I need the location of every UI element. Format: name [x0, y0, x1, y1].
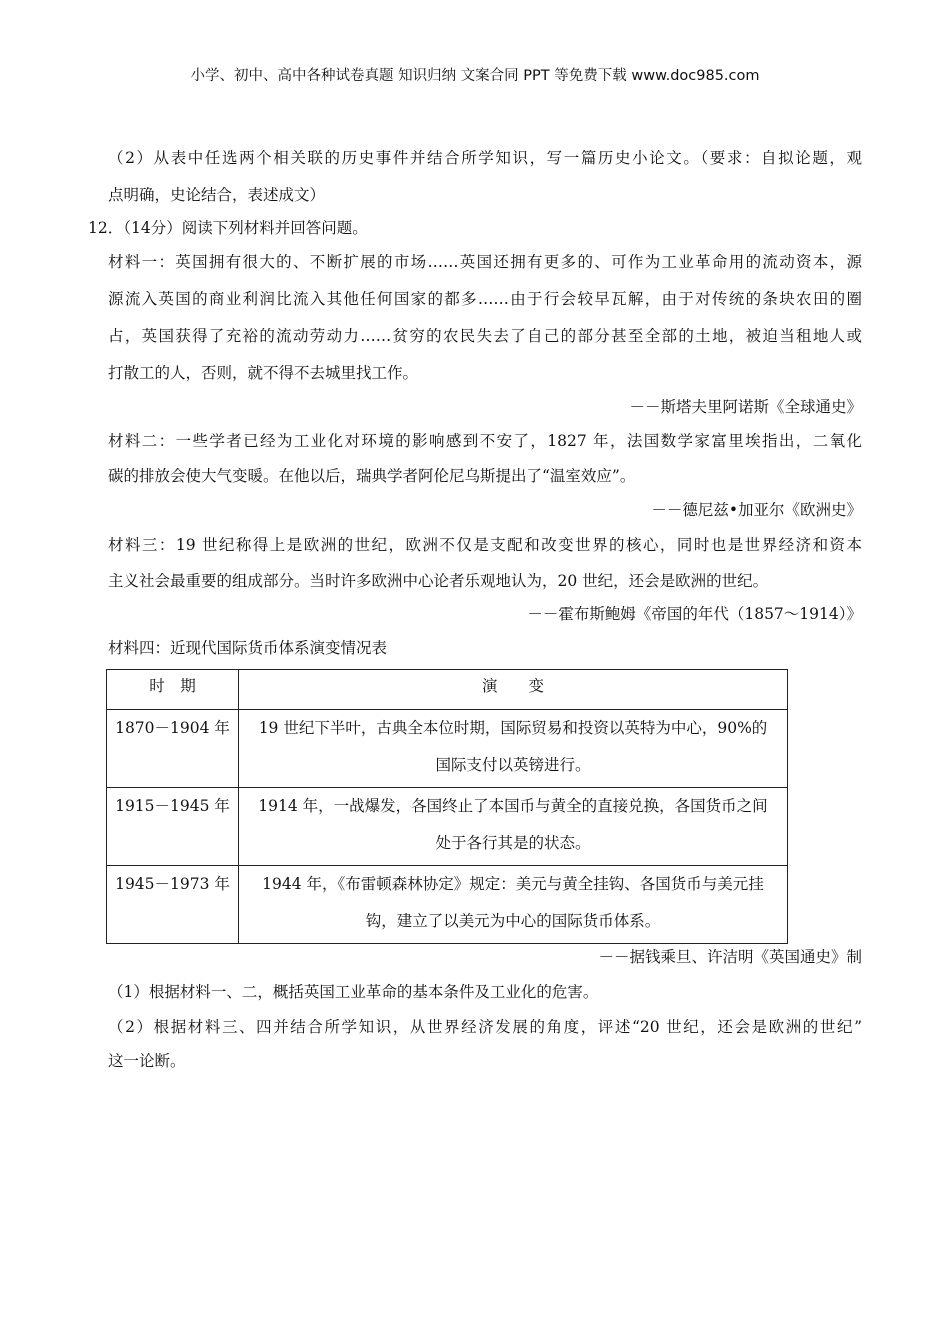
evolution-line: 1944 年，《布雷顿森林协定》规定：美元与黄全挂钩、各国货币与美元挂	[262, 875, 764, 893]
material2-line: 碳的排放会使大气变暖。在他以后，瑞典学者阿伦尼乌斯提出了“温室效应”。	[108, 467, 636, 485]
evolution-line: 国际支付以英镑进行。	[435, 756, 591, 774]
period-cell: 1945－1973 年	[107, 866, 239, 944]
evolution-line: 1914 年，一战爆发，各国终止了本国币与黄全的直接兑换，各国货币之间	[258, 797, 768, 815]
table-row	[107, 866, 788, 944]
material4-source: －－据钱乘旦、许洁明《英国通史》制	[598, 948, 862, 966]
material1-line: 打散工的人，否则，就不得不去城里找工作。	[108, 364, 419, 382]
material2-source: －－德尼兹•加亚尔《欧洲史》	[651, 501, 862, 519]
header-evolution: 演 变	[239, 670, 788, 710]
currency-system-table	[106, 669, 788, 944]
material1-line: 材料一：英国拥有很大的、不断扩展的市场……英国还拥有更多的、可作为工业革命用的流动资本，源	[108, 253, 862, 271]
material3-source: －－霍布斯鲍姆《帝国的年代（1857～1914）》	[527, 605, 862, 623]
material1-line: 占，英国获得了充裕的流动劳动力……贫穷的农民失去了自己的部分甚至全部的土地，被迫当租地人或	[108, 327, 862, 345]
material3-line: 主义社会最重要的组成部分。当时许多欧洲中心论者乐观地认为，20 世纪，还会是欧洲的世纪。	[108, 572, 769, 590]
evolution-line: 钩，建立了以美元为中心的国际货币体系。	[365, 912, 661, 930]
evolution-cell	[239, 866, 788, 944]
evolution-line: 处于各行其是的状态。	[435, 834, 591, 852]
table-header-row	[107, 670, 788, 710]
material1-source: －－斯塔夫里阿诺斯《全球通史》	[629, 398, 862, 416]
period-cell: 1870－1904 年	[107, 710, 239, 788]
prev-question-line: 点明确，史论结合，表述成文）	[108, 186, 326, 204]
table-row	[107, 710, 788, 788]
question-title: 12．（14分）阅读下列材料并回答问题。	[88, 219, 368, 237]
material1-line: 源流入英国的商业利润比流入其他任何国家的都多……由于行会较早瓦解，由于对传统的条块农田的圈	[108, 290, 862, 308]
material2-line: 材料二：一些学者已经为工业化对环境的影响感到不安了，1827 年，法国数学家富里埃指出，二氧化	[108, 432, 862, 450]
evolution-cell	[239, 710, 788, 788]
material4-title: 材料四：近现代国际货币体系演变情况表	[108, 639, 388, 657]
table-row	[107, 788, 788, 866]
header-period: 时 期	[107, 670, 239, 710]
material3-line: 材料三：19 世纪称得上是欧洲的世纪，欧洲不仅是支配和改变世界的核心，同时也是世界经济和资本	[108, 536, 862, 554]
page-header: 小学、初中、高中各种试卷真题 知识归纳 文案合同 PPT 等免费下载 www.doc985.com	[190, 68, 760, 84]
evolution-line: 19 世纪下半叶，古典全本位时期，国际贸易和投资以英特为中心，90%的	[258, 719, 768, 737]
prev-question-line: （2）从表中任选两个相关联的历史事件并结合所学知识，写一篇历史小论文。（要求：自拟论题，观	[108, 149, 862, 167]
period-cell: 1915－1945 年	[107, 788, 239, 866]
sub-question-2-line: （2）根据材料三、四并结合所学知识，从世界经济发展的角度，评述“20 世纪，还会是欧洲的世纪”	[108, 1018, 862, 1036]
sub-question-2-line: 这一论断。	[108, 1052, 186, 1070]
sub-question-1: （1）根据材料一、二，概括英国工业革命的基本条件及工业化的危害。	[108, 983, 599, 1001]
evolution-cell	[239, 788, 788, 866]
